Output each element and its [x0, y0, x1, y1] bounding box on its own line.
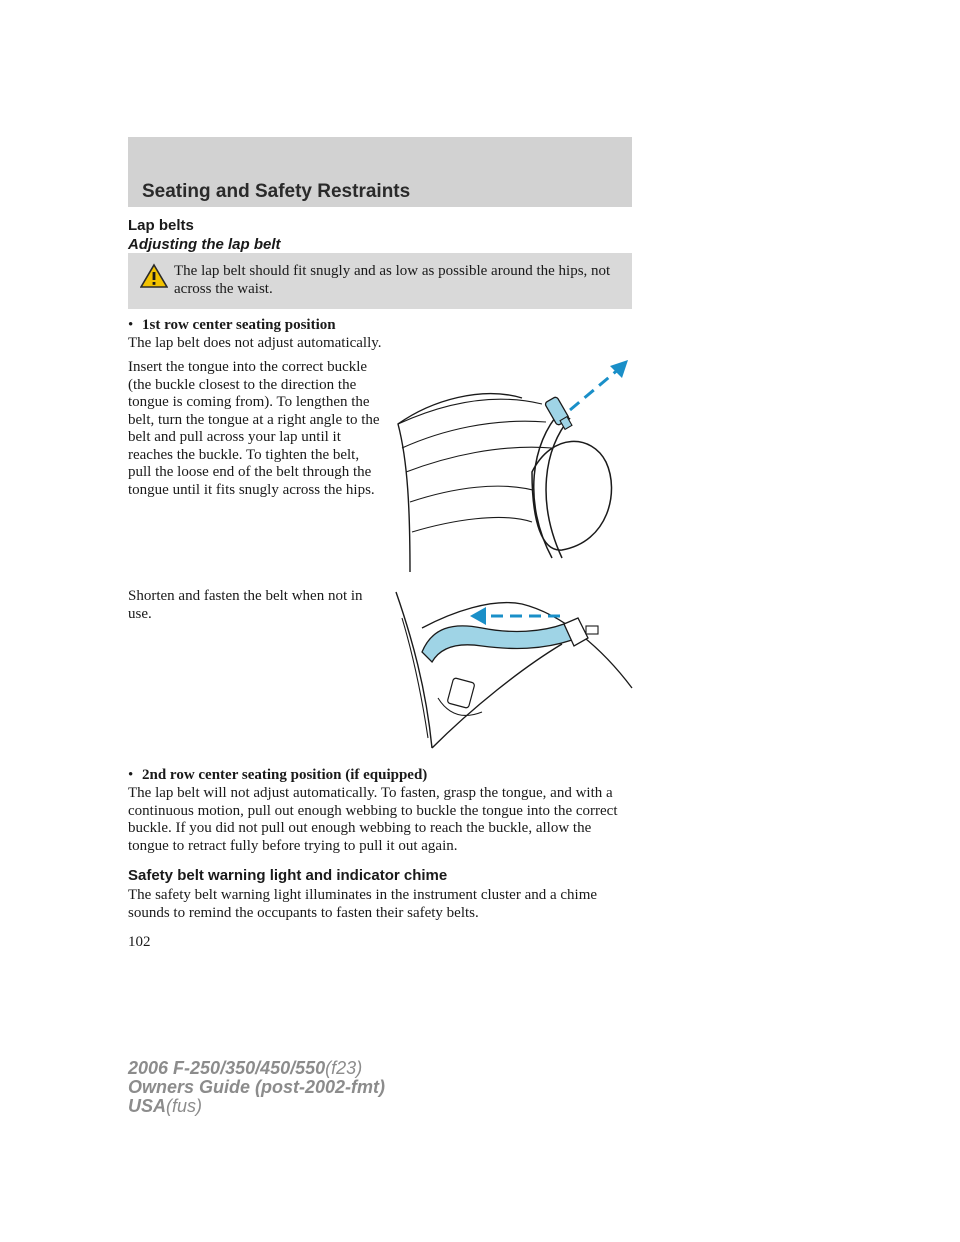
footer-model-code: (f23)	[325, 1058, 363, 1078]
first-row-instructions: Insert the tongue into the correct buckle (the buckle closest to the direction the tongue is coming from). To lengthen the belt, turn the tongue at a right angle to the belt and pull across your lap until it reaches the buckle. To tighten the belt, pull the loose end of the belt through the tongue until it fits snugly across the hips.	[128, 359, 380, 498]
footer	[128, 1059, 385, 1116]
first-row-heading	[128, 317, 336, 334]
section-title: Lap belts	[128, 217, 194, 234]
warning-box	[128, 253, 632, 309]
warning-text: The lap belt should fit snugly and as low as possible around the hips, not across the waist.	[174, 263, 611, 297]
shorten-instructions: Shorten and fasten the belt when not in use.	[128, 588, 363, 622]
lap-belt-lengthen-illustration	[392, 352, 638, 572]
warning-light-text: The safety belt warning light illuminates in the instrument cluster and a chime sounds to remind the occupants to fasten their safety belts.	[128, 887, 598, 921]
first-row-intro: The lap belt does not adjust automatically.	[128, 335, 382, 351]
second-row-heading	[128, 767, 427, 784]
page-number: 102	[128, 934, 151, 950]
footer-model: 2006 F-250/350/450/550	[128, 1058, 326, 1078]
section-subtitle: Adjusting the lap belt	[128, 236, 281, 253]
footer-region-code: (fus)	[166, 1096, 203, 1116]
lap-belt-stowed-illustration	[392, 588, 638, 752]
bullet: •	[128, 767, 134, 783]
footer-region: USA	[128, 1096, 167, 1116]
section-header-band	[128, 137, 632, 207]
warning-triangle-icon	[140, 263, 168, 289]
chapter-title: Seating and Safety Restraints	[142, 181, 411, 202]
warning-light-heading: Safety belt warning light and indicator chime	[128, 867, 448, 884]
second-row-text: The lap belt will not adjust automatically. To fasten, grasp the tongue, and with a continuous motion, pull out enough webbing to buckle the tongue into the correct buckle. If you did not pull out enough webbing to reach the buckle, allow the tongue to retract fully before trying to pull it out again.	[128, 785, 618, 854]
footer-guide: Owners Guide (post-2002-fmt)	[128, 1077, 386, 1097]
first-row-heading-text: 1st row center seating position	[142, 317, 336, 333]
second-row-heading-text: 2nd row center seating position (if equipped)	[142, 767, 428, 783]
bullet: •	[128, 317, 134, 333]
